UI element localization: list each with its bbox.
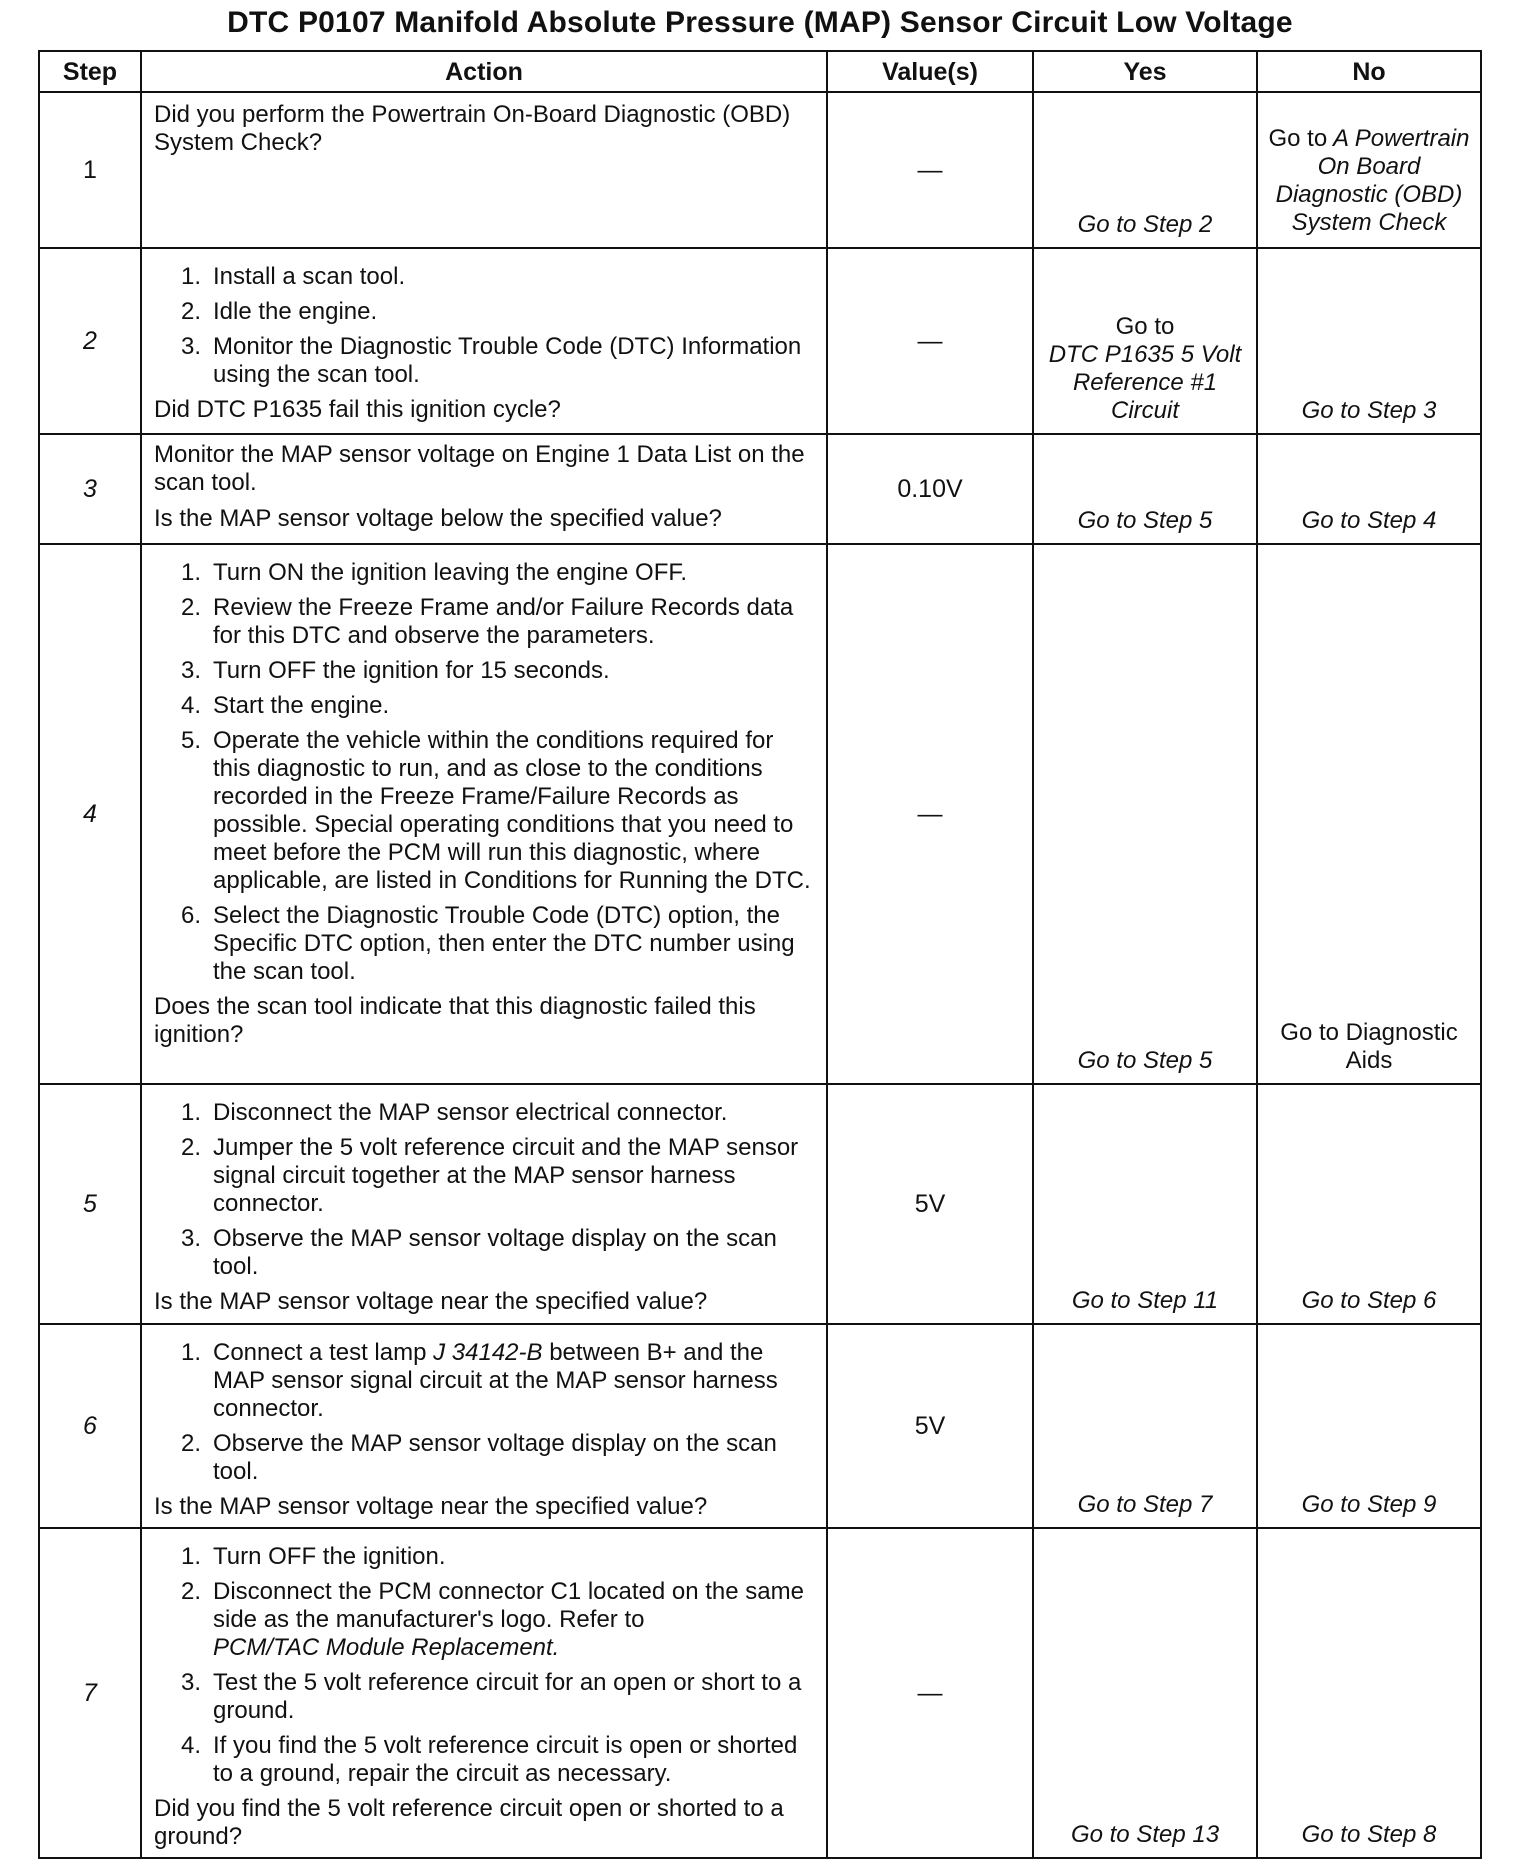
value-cell (827, 434, 1033, 544)
header-step: Step (39, 51, 141, 92)
list-item: 1. Connect a test lamp J 34142-B between B+ and the MAP sensor signal circuit at the MAP sensor harness connector. (180, 1339, 778, 1422)
list-item: 1. Turn OFF the ignition. (180, 1543, 446, 1570)
step-number: 5 (39, 1084, 141, 1324)
step-number: 6 (39, 1324, 141, 1528)
header-no: No (1257, 51, 1481, 92)
list-item: 6. Select the Diagnostic Trouble Code (DTC) option, the Specific DTC option, then enter the DTC number using the scan tool. (180, 902, 795, 985)
value-cell (827, 1324, 1033, 1528)
yes-cell (1033, 434, 1257, 544)
value-cell (827, 92, 1033, 248)
table-row (39, 1528, 1481, 1858)
table-row (39, 248, 1481, 434)
no-text: Go to Step 4 (1301, 507, 1437, 534)
yes-cell (1033, 1324, 1257, 1528)
list-item: 2. Observe the MAP sensor voltage display on the scan tool. (180, 1430, 777, 1485)
table-row (39, 1084, 1481, 1324)
yes-cell (1033, 1084, 1257, 1324)
list-item: 5. Operate the vehicle within the conditions required for this diagnostic to run, and as close to the conditions recorded in the Freeze Frame/Failure Records as possible. Special operating conditions that you need to meet before the PCM will run this diagnostic, where applicable, are listed in Conditions for Running the DTC. (180, 727, 811, 894)
no-cell (1257, 1528, 1481, 1858)
list-item: 1. Turn ON the ignition leaving the engine OFF. (180, 559, 688, 586)
list-item: 3. Turn OFF the ignition for 15 seconds. (180, 657, 610, 684)
value-text: — (917, 156, 943, 184)
no-text-reference: A Powertrain On Board Diagnostic (OBD) System Check (1275, 125, 1470, 236)
step-number: 1 (39, 92, 141, 248)
yes-text-prefix: Go to (1115, 313, 1175, 340)
no-text: Go to Diagnostic Aids (1280, 1019, 1458, 1074)
action-question: Is the MAP sensor voltage near the specified value? (154, 1288, 708, 1315)
no-cell (1257, 1324, 1481, 1528)
table-row (39, 544, 1481, 1084)
list-item: 4. Start the engine. (180, 692, 390, 719)
yes-cell (1033, 92, 1257, 248)
document-title: DTC P0107 Manifold Absolute Pressure (MAP) Sensor Circuit Low Voltage (227, 6, 1293, 39)
no-text: Go to Step 9 (1301, 1491, 1437, 1518)
list-item: 2. Jumper the 5 volt reference circuit and the MAP sensor signal circuit together at the MAP sensor harness connector. (180, 1134, 799, 1217)
list-item: 1. Disconnect the MAP sensor electrical connector. (180, 1099, 728, 1126)
list-item: 3. Observe the MAP sensor voltage display on the scan tool. (180, 1225, 777, 1280)
yes-text: Go to Step 11 (1071, 1287, 1219, 1314)
list-item: 1. Install a scan tool. (180, 263, 406, 290)
value-text: — (917, 327, 943, 355)
header-values: Value(s) (827, 51, 1033, 92)
no-text-prefix: Go to (1268, 125, 1328, 152)
action-question: Is the MAP sensor voltage near the specified value? (154, 1493, 708, 1520)
no-cell (1257, 1084, 1481, 1324)
yes-text: Go to Step 2 (1077, 211, 1213, 238)
yes-cell (1033, 1528, 1257, 1858)
action-question: Is the MAP sensor voltage below the specified value? (154, 505, 722, 532)
action-cell (141, 1528, 827, 1858)
no-text: Go to Step 6 (1301, 1287, 1437, 1314)
yes-text-reference: DTC P1635 5 Volt Reference #1 Circuit (1048, 341, 1242, 424)
yes-text: Go to Step 5 (1077, 507, 1213, 534)
value-text: — (917, 800, 943, 828)
action-cell (141, 1084, 827, 1324)
action-text: Monitor the MAP sensor voltage on Engine 1 Data List on the scan tool. (154, 441, 805, 496)
value-text: 0.10V (897, 475, 963, 503)
action-cell (141, 1324, 827, 1528)
step-number: 2 (39, 248, 141, 434)
yes-text: Go to Step 5 (1077, 1047, 1213, 1074)
header-action: Action (141, 51, 827, 92)
list-item: 3. Monitor the Diagnostic Trouble Code (DTC) Information using the scan tool. (180, 333, 802, 388)
no-cell (1257, 434, 1481, 544)
no-cell (1257, 248, 1481, 434)
list-item: 2. Disconnect the PCM connector C1 located on the same side as the manufacturer's logo. Refer to PCM/TAC Module Replacement. (180, 1578, 804, 1661)
yes-text: Go to Step 7 (1077, 1491, 1213, 1518)
table-row (39, 92, 1481, 248)
table-row (39, 434, 1481, 544)
action-cell (141, 544, 827, 1084)
action-text: Did you perform the Powertrain On-Board Diagnostic (OBD) System Check? (154, 101, 791, 156)
yes-text: Go to Step 13 (1070, 1821, 1220, 1848)
value-cell (827, 1528, 1033, 1858)
action-question: Did DTC P1635 fail this ignition cycle? (154, 396, 561, 423)
tool-reference: J 34142-B (433, 1339, 543, 1366)
table-row (39, 1324, 1481, 1528)
yes-cell (1033, 248, 1257, 434)
no-text: Go to Step 8 (1301, 1821, 1437, 1848)
value-cell (827, 544, 1033, 1084)
value-text: 5V (914, 1190, 946, 1218)
list-item: 4. If you find the 5 volt reference circuit is open or shorted to a ground, repair the circuit as necessary. (180, 1732, 798, 1787)
step-number: 3 (39, 434, 141, 544)
action-cell (141, 434, 827, 544)
action-question: Did you find the 5 volt reference circuit open or shorted to a ground? (154, 1795, 784, 1850)
step-number: 7 (39, 1528, 141, 1858)
list-item: 2. Idle the engine. (180, 298, 378, 325)
action-cell (141, 248, 827, 434)
list-item: 3. Test the 5 volt reference circuit for an open or short to a ground. (180, 1669, 802, 1724)
action-cell (141, 92, 827, 248)
no-cell (1257, 92, 1481, 248)
yes-cell (1033, 544, 1257, 1084)
value-cell (827, 1084, 1033, 1324)
header-yes: Yes (1033, 51, 1257, 92)
value-text: 5V (914, 1412, 946, 1440)
list-item: 2. Review the Freeze Frame and/or Failure Records data for this DTC and observe the parameters. (180, 594, 794, 649)
step-number: 4 (39, 544, 141, 1084)
value-cell (827, 248, 1033, 434)
no-text: Go to Step 3 (1301, 397, 1437, 424)
procedure-reference: PCM/TAC Module Replacement. (213, 1634, 560, 1661)
no-cell (1257, 544, 1481, 1084)
header-row (39, 51, 1481, 92)
value-text: — (917, 1679, 943, 1707)
action-question: Does the scan tool indicate that this diagnostic failed this ignition? (154, 993, 756, 1048)
diagnostic-table (38, 50, 1482, 1859)
